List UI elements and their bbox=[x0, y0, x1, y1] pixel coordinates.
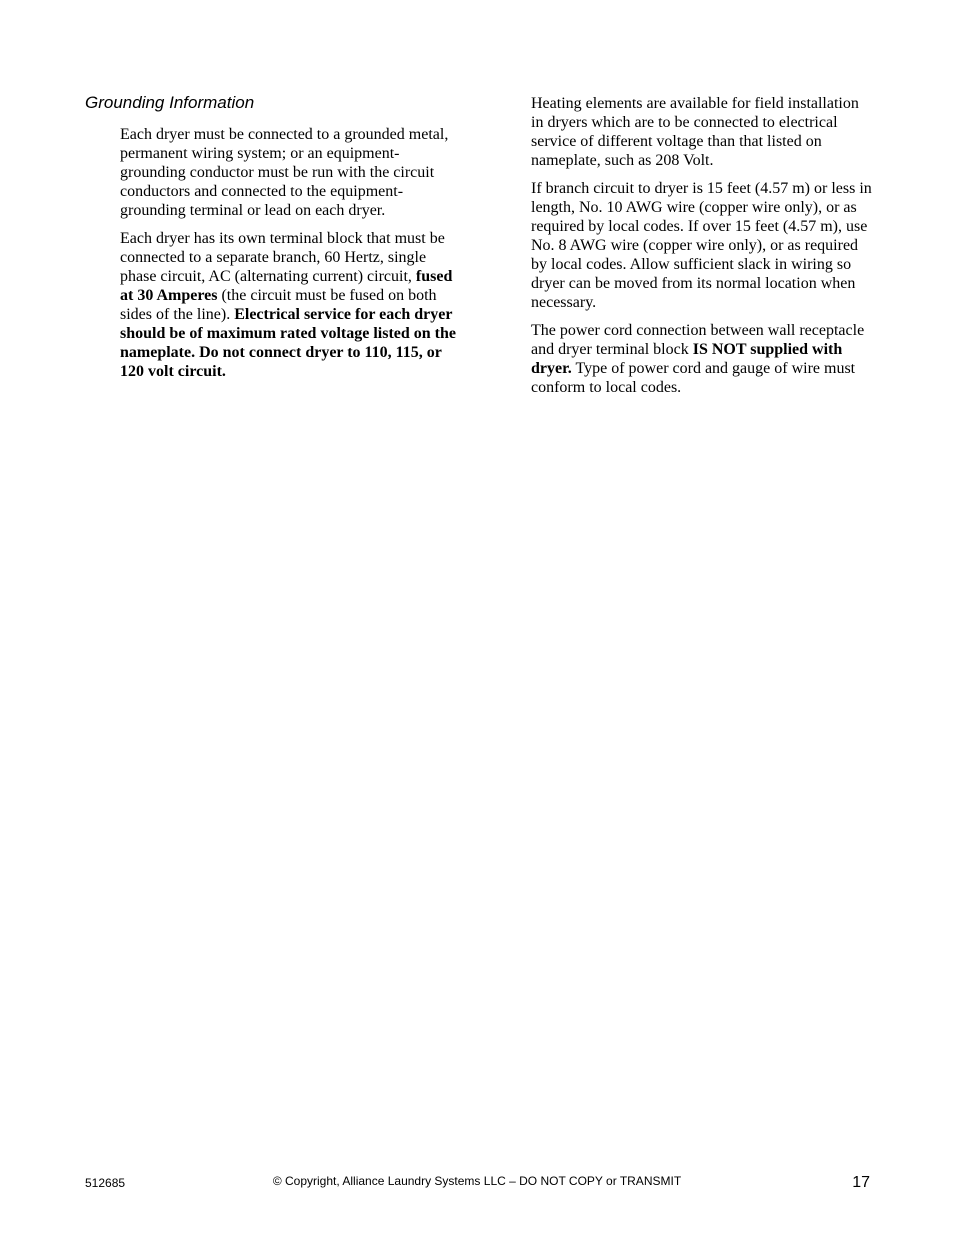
right-column bbox=[531, 94, 873, 406]
voltage-warning-bold: Electrical service for each dryer should be of maximum rated voltage listed on the nameplate. Do not connect dryer to 110, 115, or 120 volt circuit. bbox=[120, 306, 456, 380]
copyright-notice: © Copyright, Alliance Laundry Systems LLC – DO NOT COPY or TRANSMIT bbox=[272, 1174, 682, 1188]
paragraph-text: Each dryer has its own terminal block that must be connected to a separate branch, 60 Hertz, single phase circuit, AC (alternating current) circuit, bbox=[120, 230, 445, 285]
terminal-block-paragraph bbox=[120, 229, 460, 381]
not-supplied-bold: IS NOT supplied with dryer. bbox=[531, 341, 843, 377]
paragraph-text: Type of power cord and gauge of wire must conform to local codes. bbox=[531, 360, 856, 396]
grounding-paragraph: Each dryer must be connected to a grounded metal, permanent wiring system; or an equipment-grounding conductor must be run with the circuit conductors and connected to the equipment-grounding terminal or lead on each dryer. bbox=[120, 126, 449, 219]
power-cord-paragraph bbox=[531, 321, 873, 397]
document-number: 512685 bbox=[85, 1176, 126, 1190]
paragraph-text: (the circuit must be fused on both sides of the line). bbox=[120, 287, 437, 323]
heating-elements-paragraph: Heating elements are available for field installation in dryers which are to be connected to electrical service of different voltage than that listed on nameplate, such as 208 Volt. bbox=[531, 95, 859, 169]
page-number: 17 bbox=[852, 1174, 870, 1191]
paragraph-text: The power cord connection between wall receptacle and dryer terminal block bbox=[531, 322, 865, 358]
left-column bbox=[120, 125, 460, 390]
fuse-rating-bold: fused at 30 Amperes bbox=[120, 268, 453, 304]
section-heading: Grounding Information bbox=[85, 93, 255, 112]
branch-circuit-paragraph: If branch circuit to dryer is 15 feet (4.57 m) or less in length, No. 10 AWG wire (copper wire only), or as required by local codes. If over 15 feet (4.57 m), use No. 8 AWG wire (copper wire only), or as required by local codes. Allow sufficient slack in wiring so dryer can be moved from its normal location when necessary. bbox=[531, 180, 872, 311]
